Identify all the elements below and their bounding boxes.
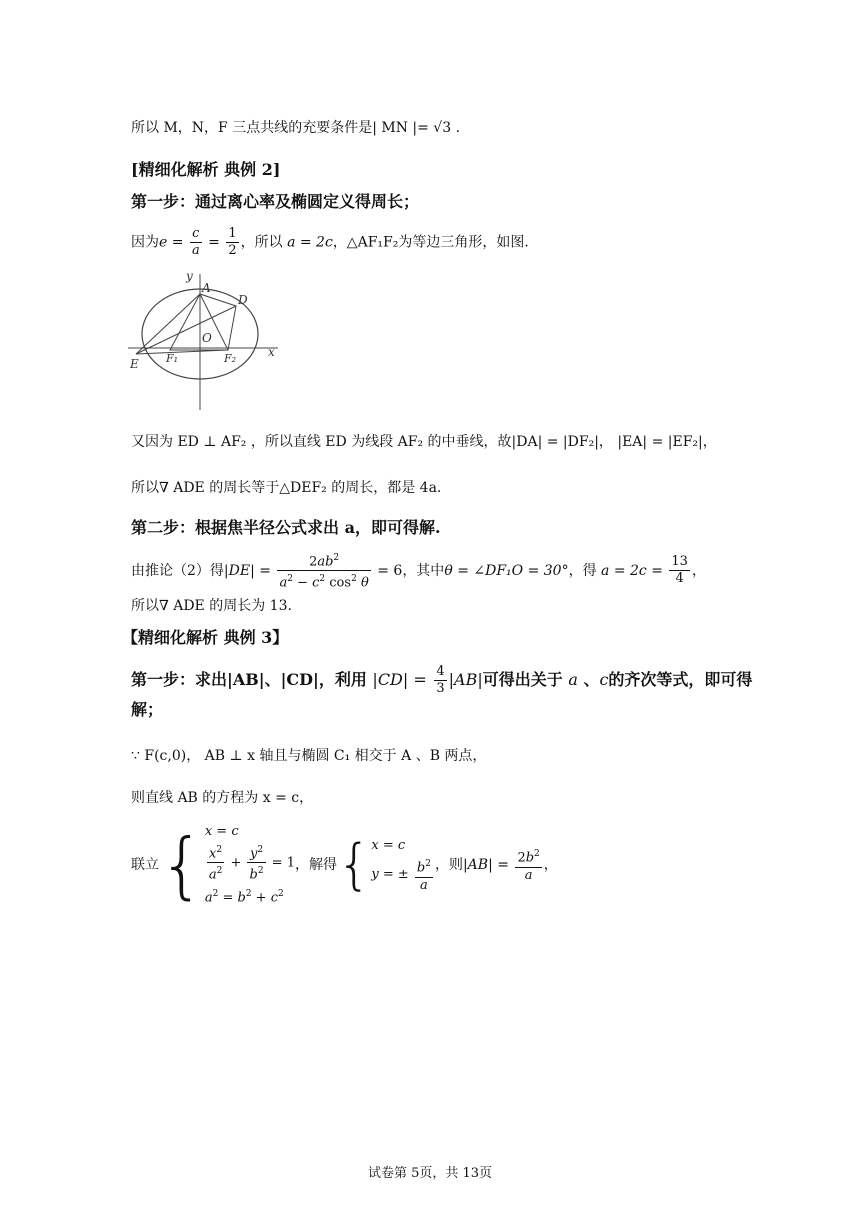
ecc-mid: ，所以: [240, 234, 283, 251]
label-y: y: [186, 269, 193, 283]
label-x: x: [268, 345, 275, 359]
step3-title-b: 可得出关于: [482, 670, 563, 689]
perimeter-13-line: 所以∇ ADE 的周长为 13.: [131, 598, 292, 614]
ecc-prefix: 因为: [131, 234, 159, 251]
label-O: O: [202, 331, 212, 345]
perimeter-equal-line: 所以∇ ADE 的周长等于△DEF₂ 的周长，都是 4a.: [131, 480, 442, 496]
page-footer: 试卷第 5页，共 13页: [367, 1166, 493, 1181]
solve-then: ，则: [434, 857, 463, 873]
solve-line: 联立{ x = c $\frac{x^2}{a^2}$ + $\frac{y^2}{b^2}$ = 1 $a^2 = b^2 + c^2$ ，解得{ x = c y = ± $\frac{b^2}{a}$ ，则|AB| = $\frac{2b^2}{a}$ ，: [131, 823, 558, 907]
label-F1: F₁: [166, 352, 179, 365]
ecc-suffix: ，△AF₁F₂为等边三角形，如图.: [332, 234, 529, 251]
perpendicular-line: 又因为 ED ⊥ AF₂ ，所以直线 ED 为线段 AF₂ 的中垂线，故|DA| = |DF₂|， |EA| = |EF₂|，: [131, 434, 717, 450]
step3-title-c: 的齐次等式，即可得: [608, 670, 753, 689]
ellipse-figure: [128, 266, 288, 414]
heading-example-2: [精细化解析 典例 2]: [131, 160, 281, 179]
step2-title: 第二步：根据焦半径公式求出 a，即可得解.: [131, 518, 441, 537]
line-equation: 则直线 AB 的方程为 x = c，: [131, 790, 314, 806]
inference-get: ，得: [568, 562, 597, 579]
inference-prefix: 由推论（2）得: [131, 562, 224, 579]
step3-title: 第一步：求出|AB|、|CD|，利用 |CD| = $\frac{4}{3}$ |AB|可得出关于 a 、c的齐次等式，即可得: [131, 664, 753, 696]
eccentricity-line: 因为e = $\frac{c}{a}$ = $\frac{1}{2}$ ，所以 a = 2c，△AF₁F₂为等边三角形，如图.: [131, 226, 529, 258]
step3-title-end: 解；: [131, 700, 164, 719]
step1-title: 第一步：通过离心率及椭圆定义得周长；: [131, 192, 420, 211]
solve-prefix: 联立: [131, 857, 159, 873]
inference-mid: ，其中: [402, 562, 445, 579]
step3-title-a: 第一步：求出|AB|、|CD|，利用: [131, 670, 367, 689]
inference-result: a = 2c =: [601, 562, 663, 579]
label-F2: F₂: [224, 352, 237, 365]
label-A: A: [202, 281, 211, 295]
inference-line: 由推论（2）得|DE| = $\frac{2ab^2}{a^2 - c^2 \cos^2 \theta}$ = 6，其中θ = ∠DF₁O = 30°，得 a = 2c = $\frac{13}{4}$ ，: [131, 550, 706, 592]
label-E: E: [130, 357, 139, 371]
heading-example-3: 【精细化解析 典例 3】: [122, 628, 289, 647]
ecc-a2c: a = 2c: [287, 234, 333, 251]
conclusion-line: 所以 M，N，F 三点共线的充要条件是| MN |= √3 .: [131, 120, 461, 136]
inference-theta: θ = ∠DF₁O = 30°: [444, 562, 569, 579]
label-D: D: [238, 293, 248, 307]
because-line: ∵ F(c,0)， AB ⊥ x 轴且与椭圆 C₁ 相交于 A 、B 两点，: [131, 748, 487, 764]
solve-mid: ，解得: [294, 857, 337, 873]
